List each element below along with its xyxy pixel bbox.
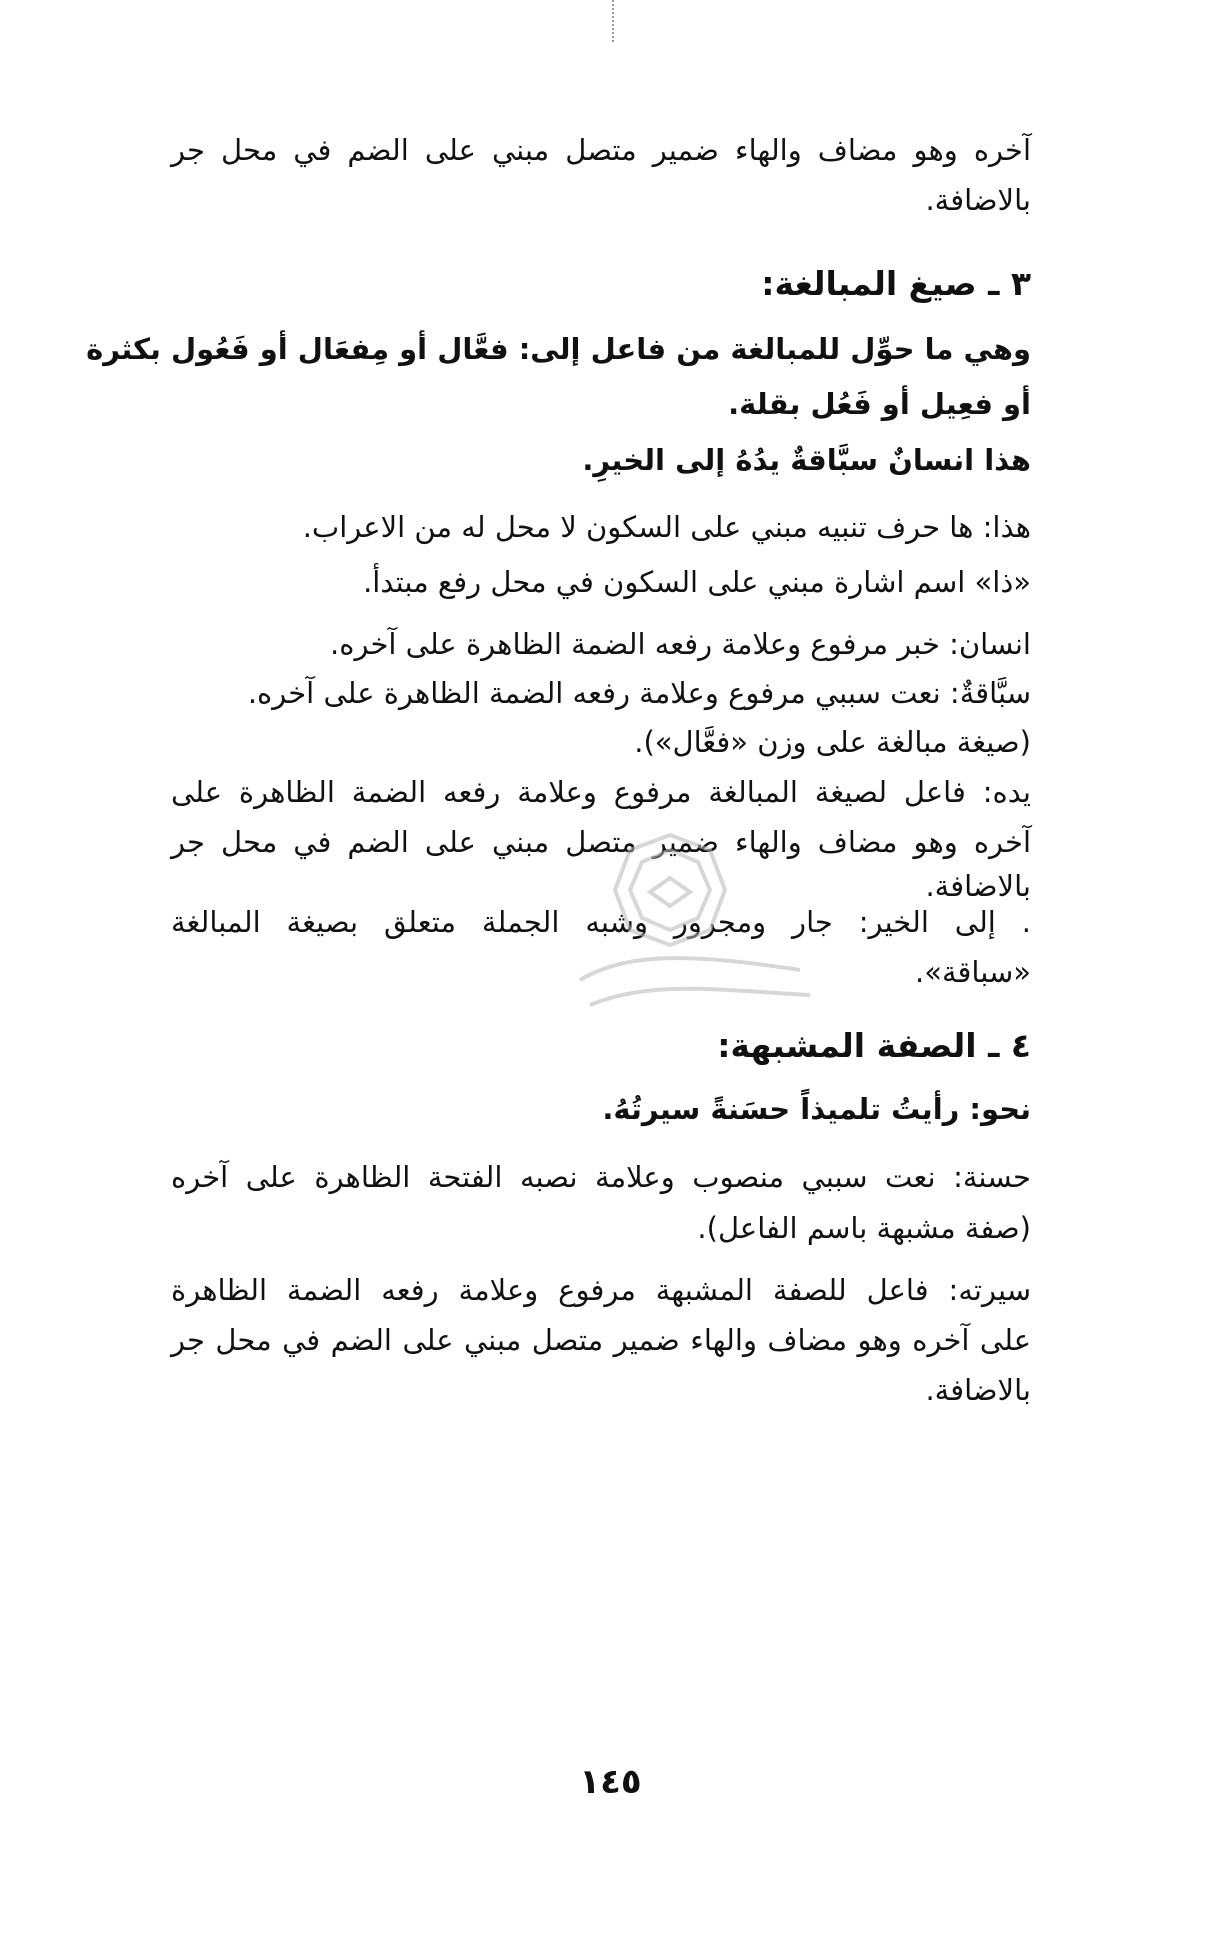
text-line-13: آخره وهو مضاف والهاء ضمير متصل مبني على الضم في محل جر <box>171 825 1031 859</box>
example-sentence-2: نحو: رأيتُ تلميذاً حسَنةً سيرتُهُ. <box>602 1092 1031 1126</box>
text-line-20: (صفة مشبهة باسم الفاعل). <box>697 1211 1031 1245</box>
text-line-22: على آخره وهو مضاف والهاء ضمير متصل مبني على الضم في محل جر <box>171 1323 1031 1357</box>
text-line-5: أو فعِيل أو فَعُل بقلة. <box>728 387 1031 421</box>
text-line-2: بالاضافة. <box>925 183 1031 217</box>
text-line-16: «سباقة». <box>915 955 1031 989</box>
text-line-1: آخره وهو مضاف والهاء ضمير متصل مبني على الضم في محل جر <box>171 133 1031 167</box>
text-line-21: سيرته: فاعل للصفة المشبهة مرفوع وعلامة رفعه الضمة الظاهرة <box>171 1273 1031 1307</box>
text-line-12: يده: فاعل لصيغة المبالغة مرفوع وعلامة رفعه الضمة الظاهرة على <box>171 775 1031 809</box>
section-heading-4: ٤ ـ الصفة المشبهة: <box>717 1026 1031 1065</box>
page-number: ١٤٥ <box>579 1762 642 1802</box>
text-line-10: سبَّاقةٌ: نعت سببي مرفوع وعلامة رفعه الضمة الظاهرة على آخره. <box>247 676 1031 710</box>
text-line-4: وهي ما حوِّل للمبالغة من فاعل إلى: فعَّال أو مِفعَال أو فَعُول بكثرة <box>86 332 1031 366</box>
example-sentence-1: هذا انسانٌ سبَّاقةٌ يدُهُ إلى الخيرِ. <box>582 443 1031 477</box>
text-line-11: (صيغة مبالغة على وزن «فعَّال»). <box>634 725 1031 759</box>
text-line-8: «ذا» اسم اشارة مبني على السكون في محل رفع مبتدأ. <box>363 565 1031 599</box>
text-line-23: بالاضافة. <box>925 1373 1031 1407</box>
text-line-7: هذا: ها حرف تنبيه مبني على السكون لا محل له من الاعراب. <box>302 510 1031 544</box>
text-line-14: بالاضافة. <box>925 869 1031 903</box>
text-line-19: حسنة: نعت سببي منصوب وعلامة نصبه الفتحة الظاهرة على آخره <box>171 1160 1031 1194</box>
text-line-15: . إلى الخير: جار ومجرور وشبه الجملة متعلق بصيغة المبالغة <box>171 905 1031 939</box>
text-line-9: انسان: خبر مرفوع وعلامة رفعه الضمة الظاهرة على آخره. <box>330 627 1031 661</box>
section-heading-3: ٣ ـ صيغ المبالغة: <box>761 264 1031 303</box>
library-seal-watermark <box>560 830 820 1040</box>
top-margin-mark <box>612 0 616 42</box>
